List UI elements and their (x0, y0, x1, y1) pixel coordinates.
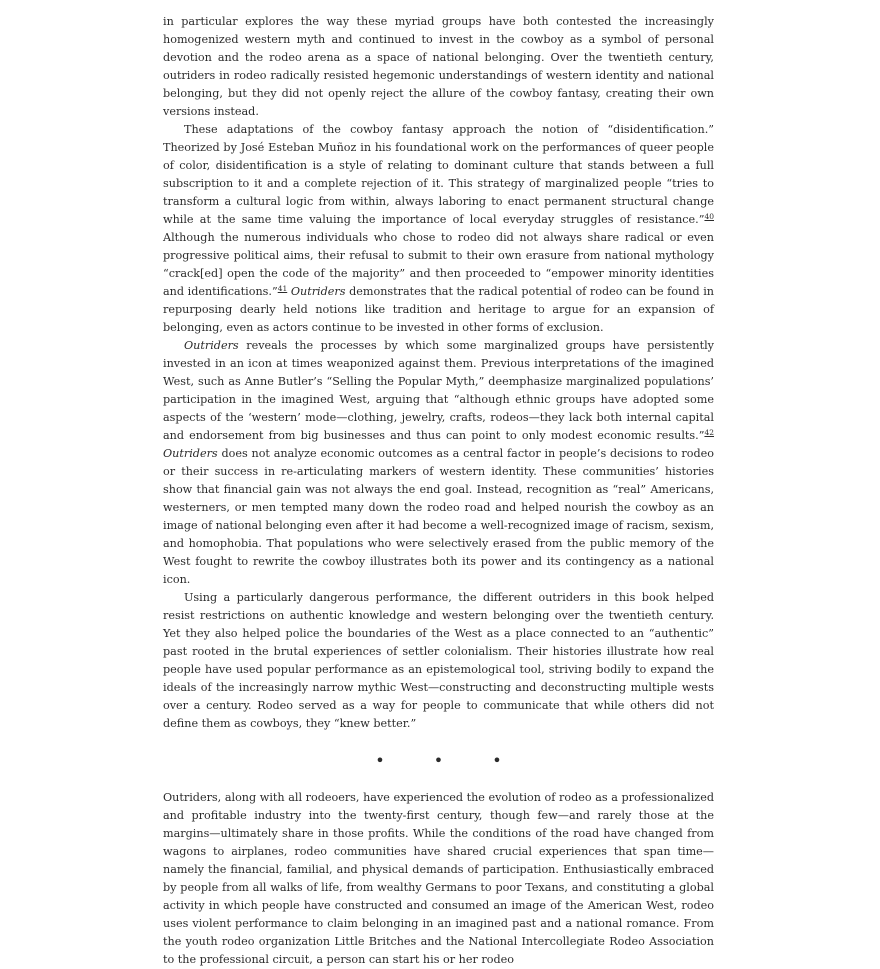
italic-title: Outriders (184, 339, 239, 352)
paragraph-p4 (163, 589, 714, 733)
footnote-ref[interactable]: 41 (277, 284, 288, 293)
text-run: reveals the processes by which some marginalized groups have persistently invested in an icon at times weaponized against them. Previous interpretations of the imagined West, such as Anne Butler’s “Selling the Popular Myth,” deemphasize marginalized populations’ participation in the imagined West, arguing that “although ethnic groups have adopted some aspects of the ‘western’ mode—clothing, jewelry, crafts, rodeos—they lack both internal capital and endorsement from big businesses and thus can point to only modest economic results.” (163, 339, 714, 442)
text-run: does not analyze economic outcomes as a central factor in people’s decisions to rodeo or their success in re-articulating markers of western identity. These communities’ histories show that financial gain was not always the end goal. Instead, recognition as “real” Americans, westerners, or men tempted many down the rodeo road and helped nourish the cowboy as an image of national belonging even after it had become a well-recognized image of racism, sexism, and homophobia. That populations who were selectively erased from the public memory of the West fought to rewrite the cowboy illustrates both its power and its contingency as a national icon. (163, 447, 714, 586)
book-page (163, 13, 714, 969)
body-text-upper (163, 13, 714, 733)
italic-title: Outriders (287, 285, 346, 298)
text-run: Outriders, along with all rodeoers, have experienced the evolution of rodeo as a professionalized and profitable industry into the twenty-first century, though few—and rarely those at the margins—ultimately share in those profits. While the conditions of the road have changed from wagons to airplanes, rodeo communities have shared crucial experiences that span time—namely the financial, familial, and physical demands of participation. Enthusiastically embraced by people from all walks of life, from wealthy Germans to poor Texans, and constituting a global activity in which people have constructed and consumed an image of the American West, rodeo uses violent performance to claim belonging in an imagined past and a national romance. From the youth rodeo organization Little Britches and the National Intercollegiate Rodeo Association to the professional circuit, a person can start his or her rodeo (163, 791, 714, 966)
paragraph-p2 (163, 121, 714, 337)
text-run: Although the numerous individuals who chose to rodeo did not always share radical or even progressive political aims, their refusal to submit to their own erasure from national mythology “crack[ed] open the code of the majority” and then proceeded to “empower minority identities and identifications.” (163, 231, 714, 298)
text-run: Using a particularly dangerous performance, the different outriders in this book helped resist restrictions on authentic knowledge and western belonging over the twentieth century. Yet they also helped police the boundaries of the West as a place connected to an “authentic” past rooted in the brutal experiences of settler colonialism. Their histories illustrate how real people have used popular performance as an epistemological tool, striving bodily to expand the ideals of the increasingly narrow mythic West—constructing and deconstructing multiple wests over a century. Rodeo served as a way for people to communicate that while others did not define them as cowboys, they “knew better.” (163, 591, 714, 730)
text-run: These adaptations of the cowboy fantasy approach the notion of “disidentification.” Theorized by José Esteban Muñoz in his foundational work on the performances of queer people of color, disidentification is a style of relating to dominant culture that stands between a full subscription to it and a complete rejection of it. This strategy of marginalized people “tries to transform a cultural logic from within, always laboring to enact permanent structural change while at the same time valuing the importance of local everyday struggles of resistance.” (163, 123, 714, 226)
paragraph-p1 (163, 13, 714, 121)
paragraph-p5 (163, 789, 714, 969)
text-run: in particular explores the way these myriad groups have both contested the increasingly homogenized western myth and continued to invest in the cowboy as a symbol of personal devotion and the rodeo arena as a space of national belonging. Over the twentieth century, outriders in rodeo radically resisted hegemonic understandings of western identity and national belonging, but they did not openly reject the allure of the cowboy fantasy, creating their own versions instead. (163, 15, 714, 118)
body-text-lower (163, 789, 714, 969)
paragraph-p3 (163, 337, 714, 589)
section-break-ornament: • • • (375, 751, 524, 770)
footnote-ref[interactable]: 40 (704, 212, 714, 221)
italic-title: Outriders (163, 447, 218, 460)
text-run: demonstrates that the radical potential of rodeo can be found in repurposing dearly held notions like tradition and heritage to argue for an expansion of belonging, even as actors continue to be invested in other forms of exclusion. (163, 285, 714, 334)
footnote-ref[interactable]: 42 (704, 428, 714, 437)
